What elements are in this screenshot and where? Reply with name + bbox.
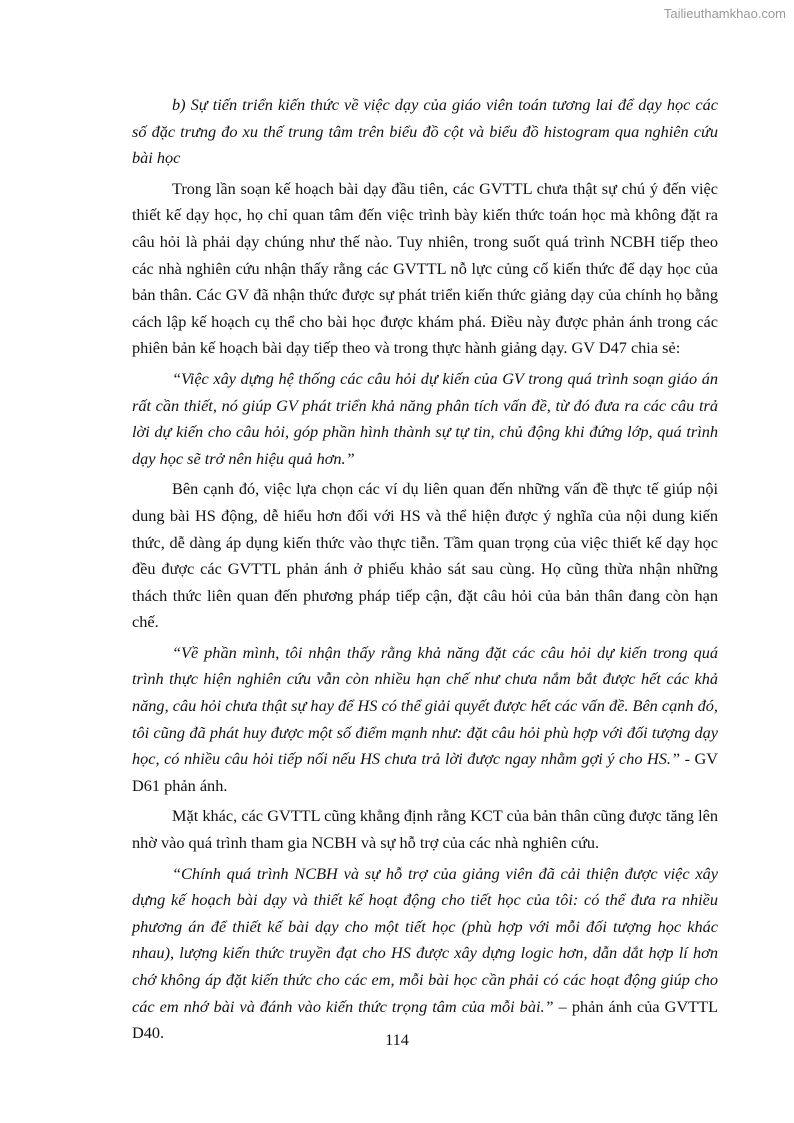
quote-2-text: “Về phần mình, tôi nhận thấy rằng khả năng đặt các câu hỏi dự kiến trong quá trình thực hiện nghiên cứu vẫn còn nhiều hạn chế như chưa nắm bắt được hết các khả năng, câu hỏi chưa thật sự hay để HS có thể giải quyết được hết các vấn đề. Bên cạnh đó, tôi cũng đã phát huy được một số điểm mạnh như: đặt câu hỏi phù hợp với đối tượng dạy học, có nhiều câu hỏi tiếp nối nếu HS chưa trả lời được ngay nhằm gợi ý cho HS.” (132, 642, 718, 769)
quote-1: “Việc xây dựng hệ thống các câu hỏi dự kiến của GV trong quá trình soạn giáo án rất cần thiết, nó giúp GV phát triển khả năng phân tích vấn đề, từ đó đưa ra các câu trả lời dự kiến cho câu hỏi, góp phần hình thành sự tự tin, chủ động khi đứng lớp, quá trình dạy học sẽ trở nên hiệu quả hơn.” (132, 368, 718, 468)
quote-3 (132, 861, 718, 1047)
quote-2-attribution: - GV D61 phản ánh. (132, 749, 718, 795)
quote-2 (132, 640, 718, 800)
paragraph-1: Trong lần soạn kế hoạch bài dạy đầu tiên, các GVTTL chưa thật sự chú ý đến việc thiết kế dạy học, họ chỉ quan tâm đến việc trình bày kiến thức toán học mà không đặt ra câu hỏi là phải dạy chúng như thế nào. Tuy nhiên, trong suốt quá trình NCBH tiếp theo các nhà nghiên cứu nhận thấy rằng các GVTTL nỗ lực củng cố kiến thức để dạy học của bản thân. Các GV đã nhận thức được sự phát triển kiến thức giảng dạy của chính họ bằng cách lập kế hoạch cụ thể cho bài học được khám phá. Điều này được phản ánh trong các phiên bản kế hoạch bài dạy tiếp theo và trong thực hành giảng dạy. GV D47 chia sẻ: (132, 178, 718, 358)
watermark: Tailieuthamkhao.com (663, 6, 786, 21)
paragraph-2: Bên cạnh đó, việc lựa chọn các ví dụ liên quan đến những vấn đề thực tế giúp nội dung bài HS động, dễ hiểu hơn đối với HS và thể hiện được ý nghĩa của nội dung kiến thức, dễ dàng áp dụng kiến thức vào thực tiễn. Tầm quan trọng của việc thiết kế dạy học đều được các GVTTL phản ánh ở phiếu khảo sát sau cùng. Họ cũng thừa nhận những thách thức liên quan đến phương pháp tiếp cận, đặt câu hỏi của bản thân đang còn hạn chế. (132, 479, 718, 632)
section-heading: b) Sự tiến triển kiến thức về việc dạy của giáo viên toán tương lai để dạy học các số đặc trưng đo xu thế trung tâm trên biểu đồ cột và biểu đồ histogram qua nghiên cứu bài học (132, 95, 718, 168)
page-body (132, 92, 718, 1047)
paragraph-3: Mặt khác, các GVTTL cũng khẳng định rằng KCT của bản thân cũng được tăng lên nhờ vào quá trình tham gia NCBH và sự hỗ trợ của các nhà nghiên cứu. (132, 806, 718, 853)
quote-3-attribution: – phản ánh của GVTTL D40. (132, 996, 719, 1043)
quote-3-text: “Chính quá trình NCBH và sự hỗ trợ của giảng viên đã cải thiện được việc xây dựng kế hoạch bài dạy và thiết kế hoạt động cho tiết học của tôi: có thể đưa ra nhiều phương án để thiết kế bài dạy cho một tiết học (phù hợp với mỗi đối tượng học khác nhau), lượng kiến thức truyền đạt cho HS được xây dựng logic hơn, dẫn dắt hợp lí hơn chớ không áp đặt kiến thức cho các em, mỗi bài học cần phải có các hoạt động giúp cho các em nhớ bài và đánh vào kiến thức trọng tâm của mỗi bài.” (132, 863, 718, 1016)
page-number: 114 (385, 1030, 409, 1049)
